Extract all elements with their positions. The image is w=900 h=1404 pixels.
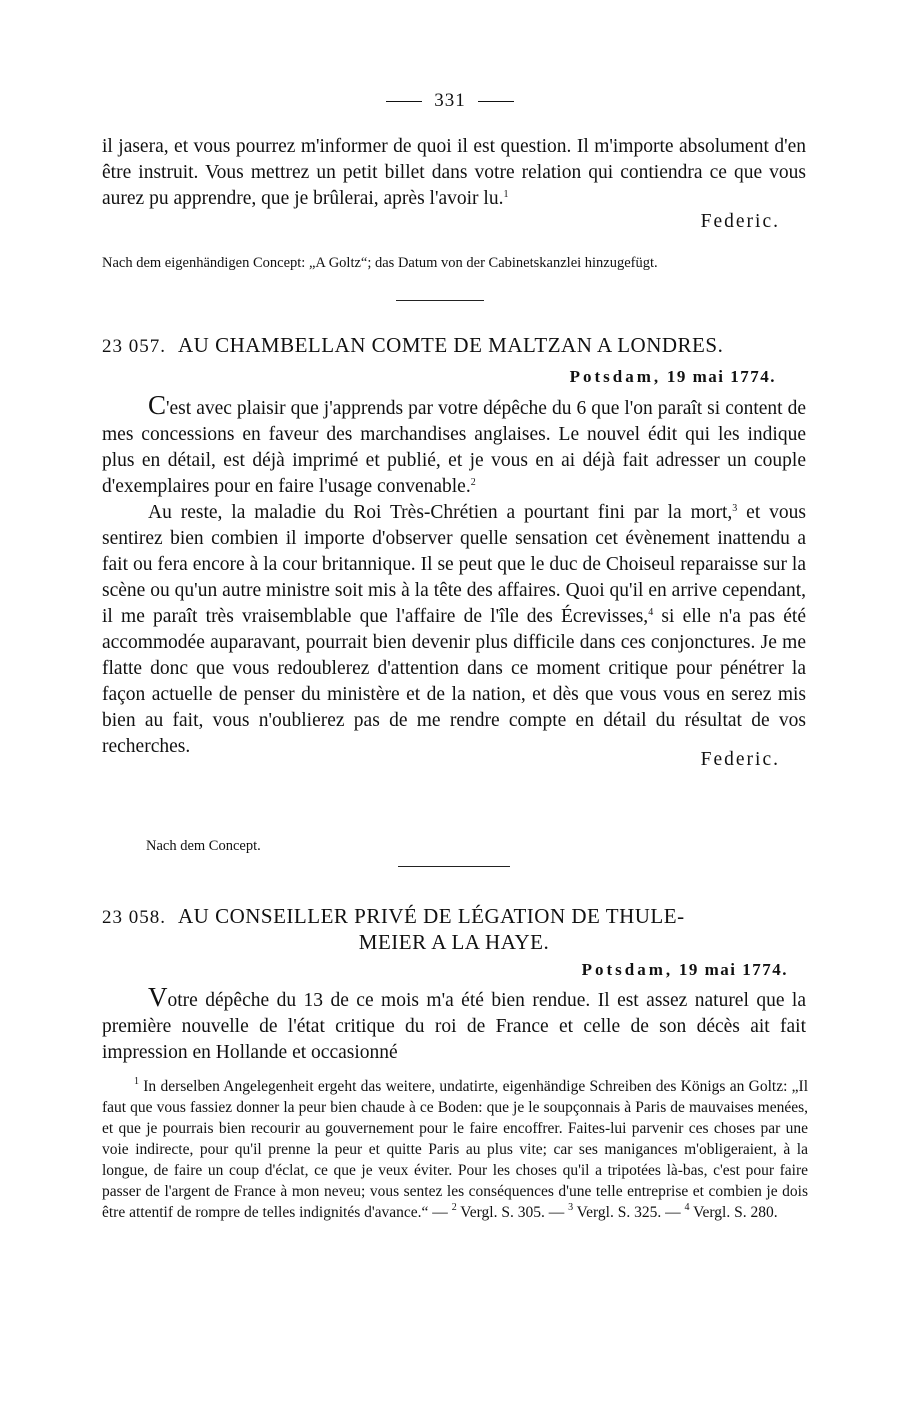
letter-number: 23 057. bbox=[102, 336, 166, 357]
footnote-text: Vergl. S. 305. — bbox=[456, 1204, 569, 1221]
paragraph-text: et vous sentirez bien combien il importe d'observer quelle sensation cet évènement inattendu a fait ou fera encore à la cour britannique. Il se peut que le duc de Choiseul reparaisse sur la scène ou qu'un autre ministre soit mis à la tête des affaires. Quoi qu'il en arrive cependant, il me paraît très vraisemblable que l'affaire de l'île des Écrevisses, bbox=[102, 502, 806, 627]
section-divider bbox=[398, 866, 510, 867]
footnote-text: Vergl. S. 325. — bbox=[573, 1204, 685, 1221]
letter-body bbox=[102, 392, 806, 773]
letter-title-line2: MEIER A LA HAYE. bbox=[358, 930, 550, 954]
paragraph-text: si elle n'a pas été accommodée auparavant, pourrait bien devenir plus difficile dans ces conjonctures. Je me flatte donc que vous redoublerez d'attention dans ce moment critique pour pénétrer la façon actuelle de penser du ministère et de la nation, et dès que vous vous en serez mis bien au fait, vous n'oublierez pas de me rendre compte en détail du résultat de vos recherches. bbox=[102, 606, 806, 757]
footnote-mark: 1 bbox=[134, 1076, 139, 1087]
signature: Federic. bbox=[700, 749, 780, 770]
footnote-ref: 4 bbox=[648, 607, 654, 618]
letter-title-line1: AU CONSEILLER PRIVÉ DE LÉGATION DE THULE- bbox=[178, 904, 685, 928]
date: 19 mai 1774. bbox=[666, 367, 776, 386]
initial-letter: V bbox=[148, 982, 168, 1012]
footnote-text: In derselben Angelegenheit ergeht das weitere, undatirte, eigenhändige Schreiben des Königs an Goltz: „Il faut que vous fassiez donner la peur bien chaude à ce Boden: que je le soupçonnais à Paris de mauvaises menées, et que je pourrais bien recourir au gouvernement pour le faire encoffrer. Faites-lui parvenir ces choses par une voie indirecte, pour qu'il prenne la peur et quitte Paris au plus vite; car ses manigances m'obligeraient, à la longue, de faire un coup d'éclat, ce que je veux éviter. Pour les choses qu'il a tripotées là-bas, c'est pour faire passer de l'argent de France à mon neveu; vous sentez les conséquences d'une telle entreprise et combien je dois être attentif de rompre de telles indignités d'avance.“ — bbox=[102, 1078, 808, 1221]
footnote-mark: 4 bbox=[684, 1202, 690, 1213]
signature: Federic. bbox=[700, 211, 780, 232]
source-note: Nach dem eigenhändigen Concept: „A Goltz“; das Datum von der Cabinetskanzlei hinzugefügt. bbox=[102, 255, 658, 271]
place: Potsdam, bbox=[581, 960, 674, 979]
letter-number: 23 058. bbox=[102, 907, 166, 928]
letter-heading bbox=[102, 903, 806, 931]
footnote-mark: 2 bbox=[451, 1202, 457, 1213]
letter-prev-text: il jasera, et vous pourrez m'informer de quoi il est question. Il m'importe absolument d'en être instruit. Vous mettrez un petit billet dans votre relation qui contiendra ce que vous aurez pu apprendre, que je brûlerai, après l'avoir lu. bbox=[102, 136, 806, 209]
letter-heading-cont bbox=[102, 929, 806, 955]
section-divider bbox=[396, 300, 484, 301]
place-date bbox=[570, 367, 776, 387]
paragraph bbox=[102, 500, 806, 760]
footnote-ref: 1 bbox=[503, 189, 509, 200]
paragraph bbox=[102, 392, 806, 500]
letter-prev-continuation bbox=[102, 134, 806, 235]
paragraph-text: otre dépêche du 13 de ce mois m'a été bien rendue. Il est assez naturel que la première nouvelle de l'état critique du roi de France et celle de son décès ait fait impression en Hollande et occasionné bbox=[102, 990, 806, 1063]
paragraph-text: 'est avec plaisir que j'apprends par votre dépêche du 6 que l'on paraît si content de mes concessions en faveur des marchandises anglaises. Le nouvel édit qui les indique plus en détail, est déjà imprimé et publié, et je vous en ai déjà fait adresser un couple d'exemplaires pour en faire l'usage convenable. bbox=[102, 398, 806, 497]
footnote-ref: 2 bbox=[470, 477, 476, 488]
footnote-mark: 3 bbox=[568, 1202, 574, 1213]
letter-title: AU CHAMBELLAN COMTE DE MALTZAN A LONDRES. bbox=[178, 333, 724, 357]
footnote-ref: 3 bbox=[732, 503, 738, 514]
date: 19 mai 1774. bbox=[678, 960, 788, 979]
header-dash-right bbox=[478, 101, 514, 102]
letter-body bbox=[102, 984, 806, 1066]
place-date bbox=[582, 960, 788, 980]
place: Potsdam, bbox=[569, 367, 662, 386]
source-note: Nach dem Concept. bbox=[146, 838, 261, 854]
paragraph bbox=[102, 984, 806, 1066]
page-number: 331 bbox=[434, 90, 466, 111]
header-dash-left bbox=[386, 101, 422, 102]
initial-letter: C bbox=[148, 390, 167, 420]
paragraph-text: Au reste, la maladie du Roi Très-Chrétien a pourtant fini par la mort, bbox=[148, 502, 733, 523]
footnotes bbox=[102, 1076, 808, 1223]
page-header bbox=[0, 90, 900, 112]
letter-heading bbox=[102, 332, 806, 360]
footnote-text: Vergl. S. 280. bbox=[689, 1204, 778, 1221]
